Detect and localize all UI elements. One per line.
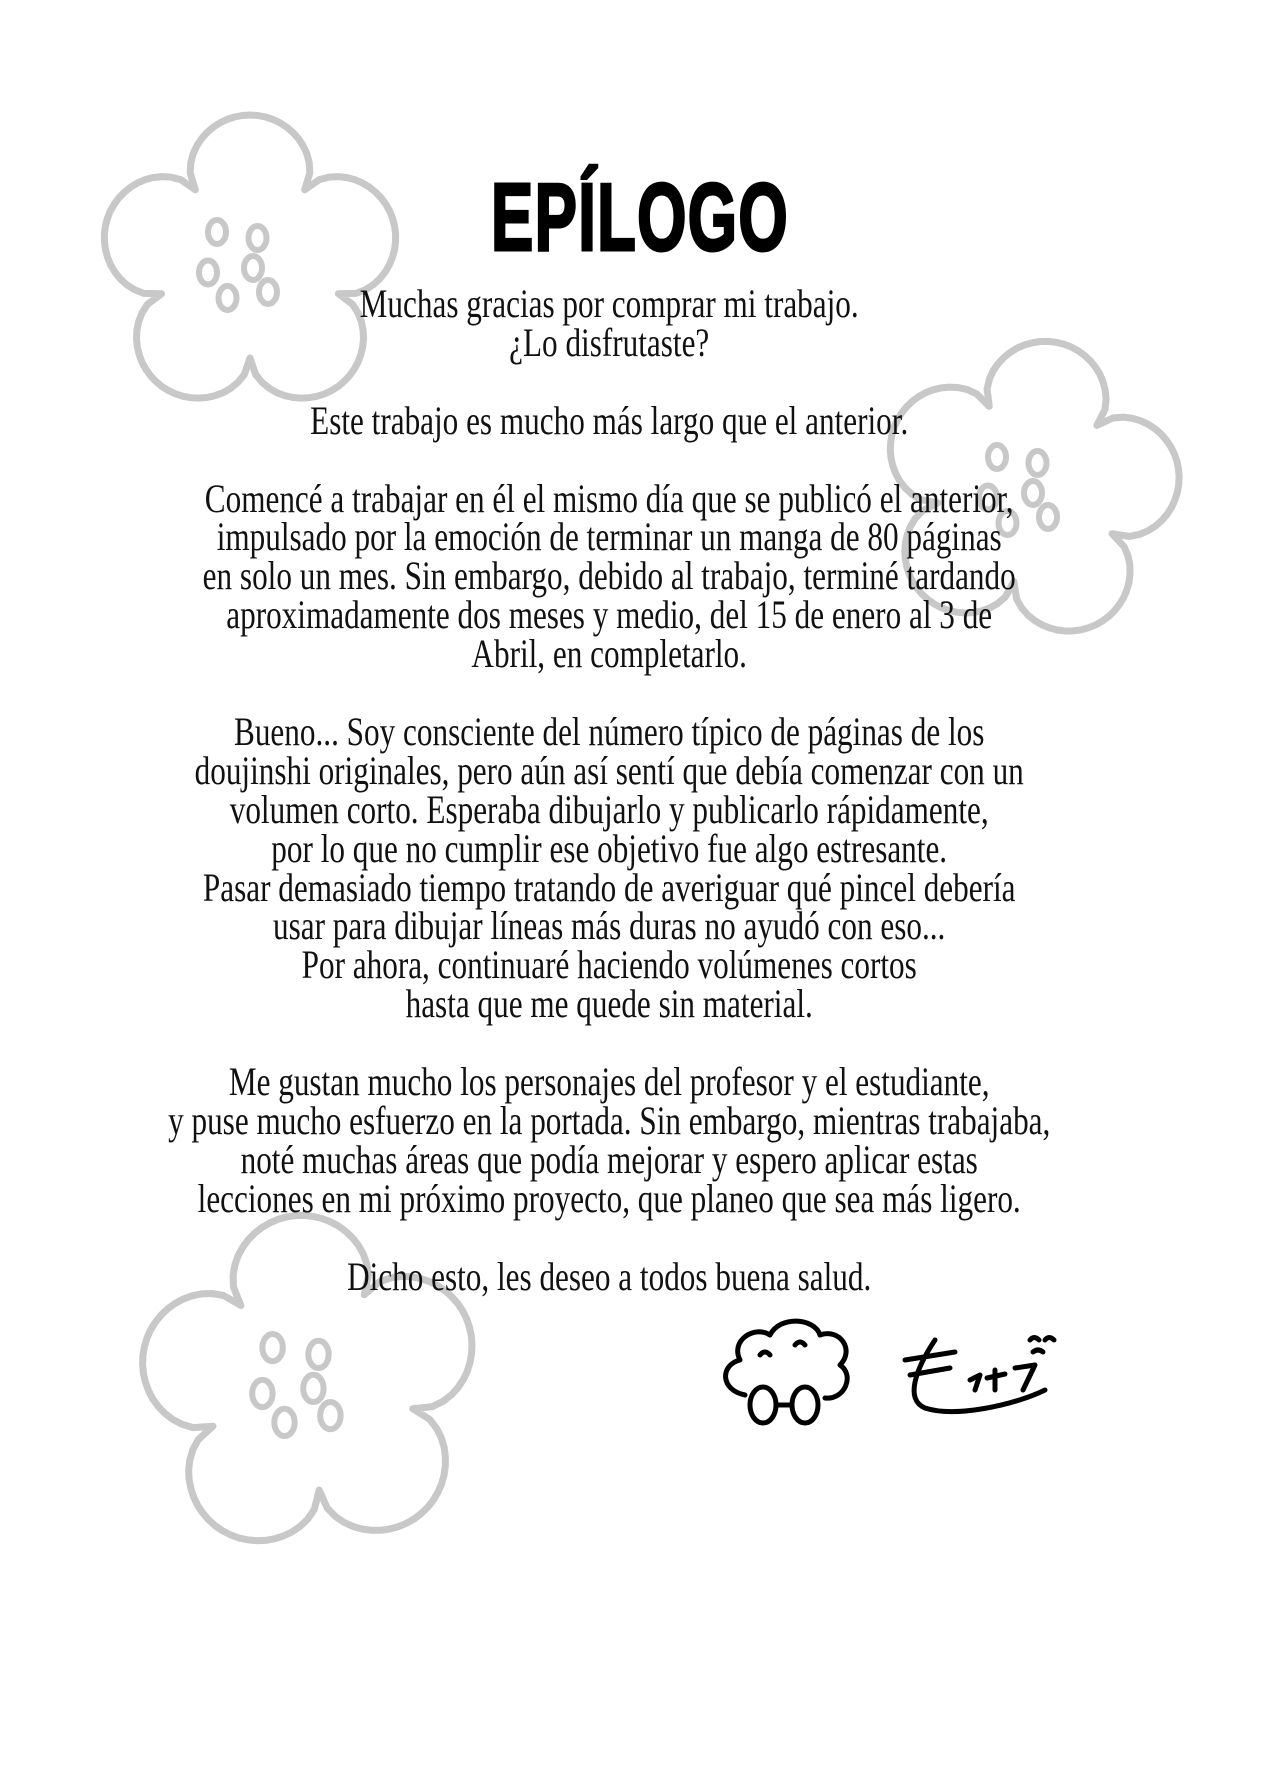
paragraph	[1, 281, 1218, 365]
text-line: aproximadamente dos meses y medio, del 15 de enero al 3 de	[226, 592, 993, 638]
page-title: EPÍLOGO	[491, 164, 789, 271]
flower-dot	[252, 1380, 272, 1407]
text-line: Este trabajo es mucho más largo que el anterior.	[310, 397, 909, 443]
paragraph	[1, 1059, 1218, 1221]
text-line: lecciones en mi próximo proyecto, que planeo que sea más ligero.	[197, 1175, 1021, 1221]
text-line: ¿Lo disfrutaste?	[509, 319, 710, 365]
text-line: Por ahora, continuaré haciendo volúmenes cortos	[301, 942, 917, 988]
flower-dot	[274, 1409, 294, 1436]
flower-dot	[199, 261, 217, 285]
signature-scribble	[905, 1338, 1054, 1412]
text-line: por lo que no cumplir ese objetivo fue algo estresante.	[271, 825, 948, 871]
text-line: y puse mucho esfuerzo en la portada. Sin embargo, mientras trabajaba,	[168, 1097, 1051, 1143]
flower-dot	[303, 1375, 323, 1402]
text-line: Muchas gracias por comprar mi trabajo.	[359, 281, 859, 326]
text-line: Pasar demasiado tiempo tratando de averiguar qué pincel debería	[202, 864, 1016, 910]
text-line: Comencé a trabajar en él el mismo día que se publicó el anterior,	[204, 475, 1014, 521]
paragraph	[1, 1253, 1218, 1299]
text-line: hasta que me quede sin material.	[405, 981, 813, 1027]
flower-dot	[308, 1341, 328, 1368]
doodle-eyes	[760, 1342, 805, 1355]
doodle-foot-right	[792, 1387, 818, 1423]
epilogue-text	[1, 281, 1218, 1335]
flower-dot	[320, 1402, 340, 1429]
text-line: Dicho esto, les deseo a todos buena salud.	[347, 1253, 872, 1299]
text-line: usar para dibujar líneas más duras no ayudó con eso...	[273, 903, 946, 949]
doodle-foot-left	[750, 1387, 776, 1423]
text-line: Abril, en completarlo.	[471, 631, 747, 677]
text-line: volumen corto. Esperaba dibujarlo y publicarlo rápidamente,	[229, 786, 989, 832]
text-line: Me gustan mucho los personajes del profesor y el estudiante,	[228, 1059, 990, 1105]
text-line: doujinshi originales, pero aún así sentí que debía comenzar con un	[194, 747, 1024, 793]
paragraph	[1, 397, 1218, 443]
text-line: noté muchas áreas que podía mejorar y espero aplicar estas	[240, 1136, 978, 1182]
flower-dot	[262, 1334, 282, 1361]
author-signature	[715, 1310, 1095, 1430]
text-line: Bueno... Soy consciente del número típico de páginas de los	[234, 708, 985, 754]
paragraph	[1, 475, 1218, 677]
cloud-doodle-icon	[726, 1321, 848, 1398]
paragraph	[1, 708, 1218, 1027]
text-line: en solo un mes. Sin embargo, debido al trabajo, terminé tardando	[202, 553, 1016, 599]
text-line: impulsado por la emoción de terminar un manga de 80 páginas	[216, 514, 1002, 560]
